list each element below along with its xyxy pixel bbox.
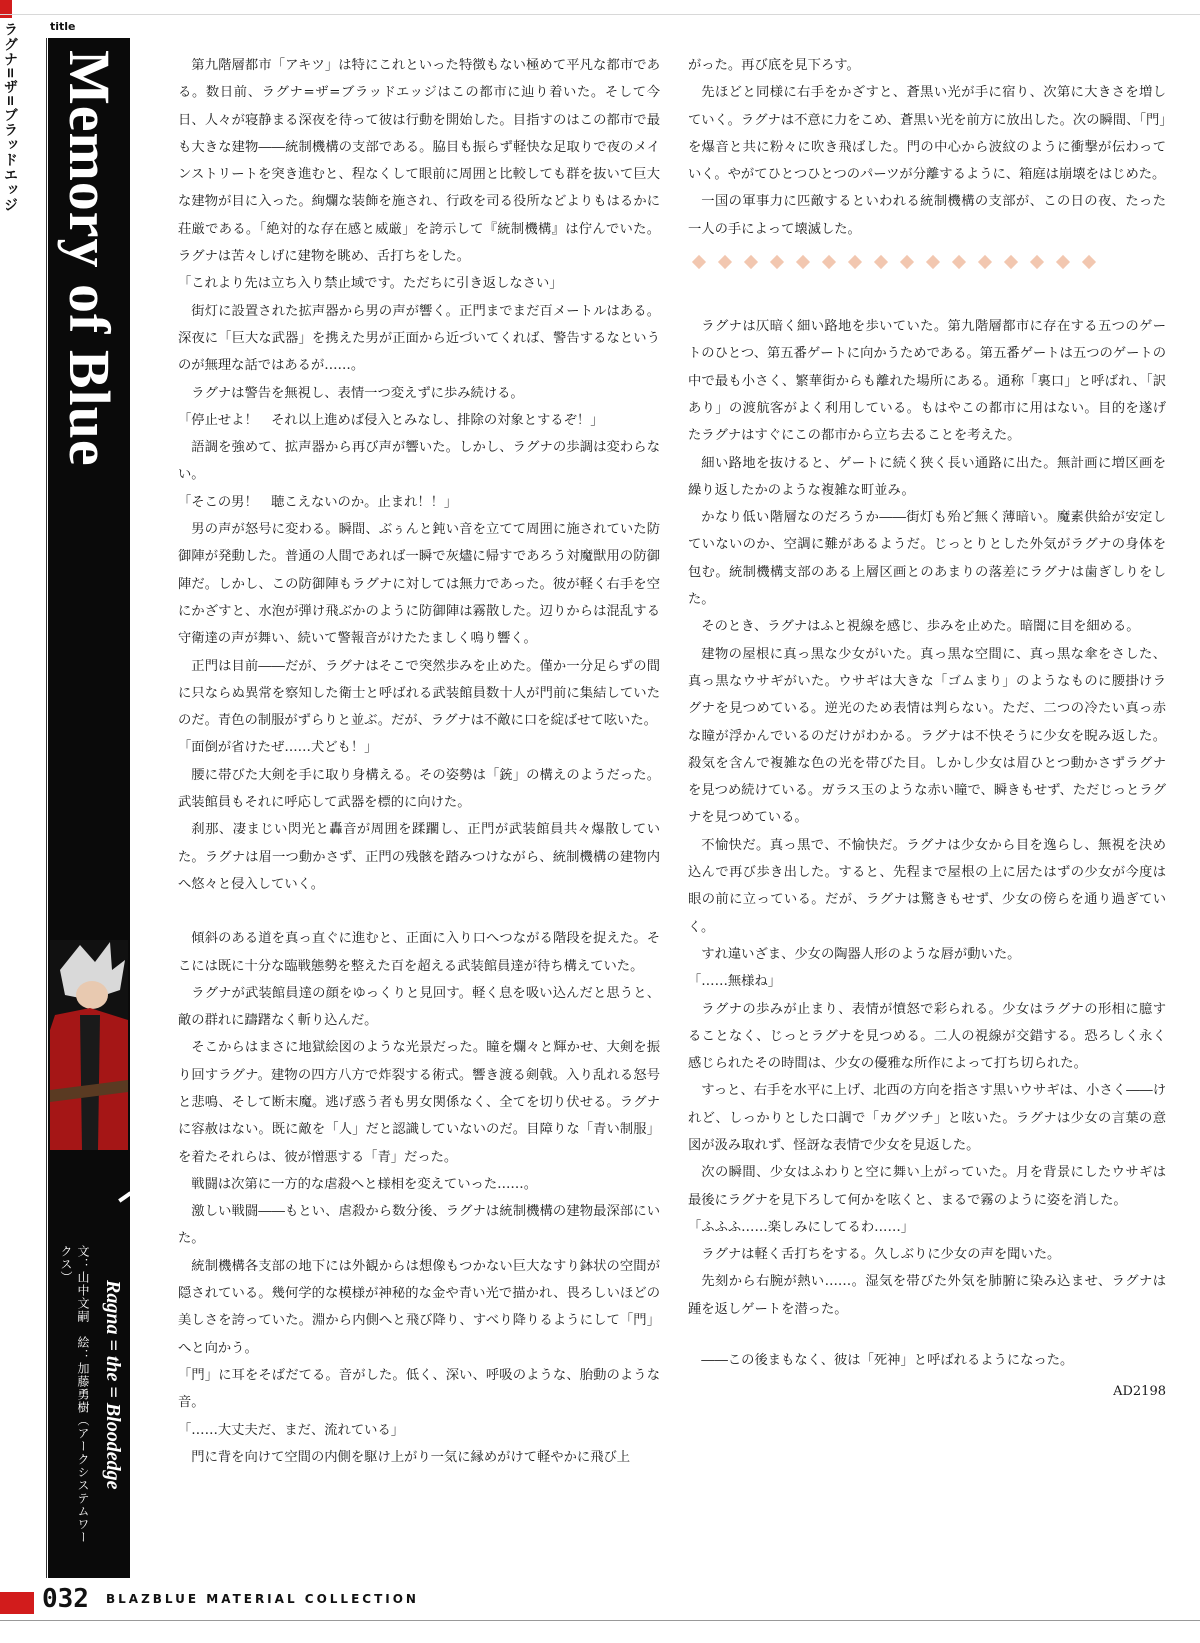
diamond-ornament	[952, 255, 966, 269]
paragraph: 建物の屋根に真っ黒な少女がいた。真っ黒な空間に、真っ黒な傘をさした、真っ黒なウサギがいた。ウサギは大きな「ゴムまり」のようなものに腰掛けラグナを見つめている。逆光のため表情は判らない。ただ、二つの冷たい真っ赤な瞳が浮かんでいるのだけがわかる。ラグナは不快そうに少女を睨み返した。殺気を含んで複雑な色の光を帯びた目。しかし少女は眉ひとつ動かさずラグナを見つめ続けている。ガラス玉のような赤い瞳で、瞬きもせず、ただじっとラグナを見つめている。	[688, 646, 1166, 826]
sidebar-edge-line	[46, 38, 47, 1578]
paragraph: 先刻から右腕が熱い……。湿気を帯びた外気を肺腑に染み込ませ、ラグナは踵を返しゲートを潜った。	[688, 1274, 1166, 1317]
diamond-ornament	[822, 255, 836, 269]
paragraph: 腰に帯びた大剣を手に取り身構える。その姿勢は「銃」の構えのようだった。武装館員もそれに呼応して武器を標的に向けた。	[178, 767, 660, 811]
paragraph: かなり低い階層なのだろうか――街灯も殆ど無く薄暗い。魔素供給が安定していないのか、空調に難があるようだ。じっとりとした外気がラグナの身体を包む。統制機構支部のある上層区画とのあまりの落差にラグナは歯ぎしりをした。	[688, 510, 1166, 608]
page-number: 032	[42, 1584, 89, 1614]
diamond-ornament	[744, 255, 758, 269]
diamond-ornament	[848, 255, 862, 269]
dialogue: 「面倒が省けたぜ……犬ども！」	[178, 740, 378, 756]
dialogue: 「停止せよ！ それ以上進めば侵入とみなし、排除の対象とするぞ！」	[178, 412, 604, 428]
diamond-ornament	[692, 255, 706, 269]
paragraph: そのとき、ラグナはふと視線を感じ、歩みを止めた。暗闇に目を細める。	[701, 619, 1140, 635]
paragraph: 正門は目前――だが、ラグナはそこで突然歩みを止めた。僅か一分足らずの間に只ならぬ異常を察知した衛士と呼ばれる武装館員数十人が門前に集結していたのだ。青色の制服がずらりと並ぶ。だが、ラグナは不敵に口を綻ばせて呟いた。	[178, 658, 660, 729]
diamond-ornament	[1056, 255, 1070, 269]
paragraph: ラグナの歩みが止まり、表情が憤怒で彩られる。少女はラグナの形相に臆することなく、じっとラグナを見つめる。二人の視線が交錯する。恐ろしく永く感じられたその時間は、少女の優雅な所作によって打ち切られた。	[688, 1001, 1166, 1072]
diamond-ornament	[718, 255, 732, 269]
paragraph: 刹那、凄まじい閃光と轟音が周囲を蹂躙し、正門が武装館員共々爆散していた。ラグナは眉一つ動かさず、正門の残骸を踏みつけながら、統制機構の建物内へ悠々と侵入していく。	[178, 822, 660, 892]
paragraph: 男の声が怒号に変わる。瞬間、ぶぅんと鈍い音を立てて周囲に施されていた防御陣が発動した。普通の人間であれば一瞬で灰燼に帰すであろう対魔獣用の防御陣だ。しかし、この防御陣もラグナに対しては無力であった。彼が軽く右手を空にかざすと、水泡が弾け飛ぶかのように防御陣は霧散した。辺りからは混乱する守衛達の声が舞い、続いて警報音がけたたましく鳴り響く。	[178, 522, 660, 647]
dialogue: 「ふふふ……楽しみにしてるわ……」	[688, 1219, 915, 1235]
paragraph: 語調を強めて、拡声器から再び声が響いた。しかし、ラグナの歩調は変わらない。	[178, 440, 660, 483]
diamond-ornament	[1030, 255, 1044, 269]
diamond-ornament	[1082, 255, 1096, 269]
paragraph: 一国の軍事力に匹敵するといわれる統制機構の支部が、この日の夜、たった一人の手によって壊滅した。	[688, 194, 1166, 237]
page-title: Memory of Blue	[57, 50, 122, 467]
paragraph: 不愉快だ。真っ黒で、不愉快だ。ラグナは少女から目を逸らし、無視を決め込んで再び歩き出した。すると、先程まで屋根の上に居たはずの少女が今度は眼の前に立っている。だが、ラグナは驚きもせず、少女の傍らを通り過ぎていく。	[688, 837, 1166, 935]
paragraph: 次の瞬間、少女はふわりと空に舞い上がっていた。月を背景にしたウサギは最後にラグナを見下ろして何かを呟くと、まるで霧のように姿を消した。	[688, 1165, 1166, 1208]
character-name-logo: Ragna = the = Bloodedge	[102, 1280, 124, 1490]
title-label: title	[50, 20, 76, 33]
paragraph: 門に背を向けて空間の内側を駆け上がり一気に縁めがけて軽やかに飛び上	[191, 1449, 631, 1465]
story-column-left	[178, 52, 660, 1471]
diamond-ornament	[796, 255, 810, 269]
ragna-portrait-illustration	[50, 940, 128, 1150]
paragraph: がった。再び底を見下ろす。	[688, 58, 860, 73]
story-column-right	[688, 52, 1166, 1406]
diamond-ornament	[1004, 255, 1018, 269]
dialogue: 「これより先は立ち入り禁止域です。ただちに引き返しなさい」	[178, 276, 563, 292]
section-gap	[178, 898, 660, 925]
paragraph: 細い路地を抜けると、ゲートに続く狭く長い通路に出た。無計画に増区画を繰り返したかのような複雑な町並み。	[688, 455, 1166, 498]
dialogue: 「門」に耳をそばだてる。音がした。低く、深い、呼吸のような、胎動のような音。	[178, 1367, 660, 1411]
paragraph: すれ違いざま、少女の陶器人形のような唇が動いた。	[701, 946, 1021, 962]
footer-red-accent	[0, 1592, 34, 1614]
magazine-title: BLAZBLUE MATERIAL COLLECTION	[106, 1592, 419, 1606]
paragraph: すっと、右手を水平に上げ、北西の方向を指さす黒いウサギは、小さく――けれど、しっかりとした口調で「カグツチ」と呟いた。ラグナは少女の言葉の意図が汲み取れず、怪訝な表情で少女を見返した。	[688, 1083, 1166, 1153]
paragraph: 統制機構各支部の地下には外観からは想像もつかない巨大なすり鉢状の空間が隠されている。幾何学的な模様が神秘的な金や青い光で描かれ、畏ろしいほどの美しさを誇っていた。淵から内側へと飛び降り、すべり降りるようにして「門」へと向かう。	[178, 1258, 660, 1356]
diamond-ornament	[770, 255, 784, 269]
top-rule	[0, 14, 1200, 15]
paragraph: 街灯に設置された拡声器から男の声が響く。正門までまだ百メートルはある。深夜に「巨大な武器」を携えた男が正面から近づいてくれば、警告するなというのが無理な話ではあるが……。	[178, 303, 660, 374]
paragraph: ラグナは軽く舌打ちをする。久しぶりに少女の声を聞いた。	[701, 1247, 1061, 1263]
bottom-rule	[0, 1620, 1200, 1621]
paragraph: 戦闘は次第に一方的な虐殺へと様相を変えていった……。	[191, 1176, 538, 1192]
paragraph: ラグナは警告を無視し、表情一つ変えずに歩み続ける。	[191, 385, 524, 401]
diamond-ornament	[978, 255, 992, 269]
date-signature: AD2198	[1113, 1384, 1166, 1400]
dialogue: 「……大丈夫だ、まだ、流れている」	[178, 1422, 405, 1438]
section-separator	[694, 257, 1166, 267]
diamond-ornament	[900, 255, 914, 269]
dialogue: 「……無様ね」	[688, 974, 782, 990]
dialogue: 「そこの男！ 聴こえないのか。止まれ！！」	[178, 494, 458, 510]
paragraph: 先ほどと同様に右手をかざすと、蒼黒い光が手に宿り、次第に大きさを増していく。ラグナは不意に力をこめ、蒼黒い光を前方に放出した。次の瞬間、「門」を爆音と共に粉々に吹き飛ばした。門の中心から波紋のように衝撃が伝わっていく。やがてひとつひとつのパーツが分離するように、箱庭は崩壊をはじめた。	[688, 85, 1166, 183]
side-title-japanese: ラグナ=ザ=ブラッドエッジ	[2, 22, 18, 213]
paragraph: ラグナが武装館員達の顔をゆっくりと見回す。軽く息を吸い込んだと思うと、敵の群れに躊躇なく斬り込んだ。	[178, 985, 660, 1029]
paragraph: ラグナは仄暗く細い路地を歩いていた。第九階層都市に存在する五つのゲートのひとつ、第五番ゲートに向かうためである。第五番ゲートは五つのゲートの中で最も小さく、繁華街からも離れた場所にある。通称「裏口」と呼ばれ、「訳あり」の渡航客がよく利用している。もはやこの都市に用はない。目的を遂げたラグナはすぐにこの都市から立ち去ることを考えた。	[688, 319, 1166, 444]
paragraph: 激しい戦闘――もとい、虐殺から数分後、ラグナは統制機構の建物最深部にいた。	[178, 1204, 660, 1247]
paragraph: 第九階層都市「アキツ」は特にこれといった特徴もない極めて平凡な都市である。数日前、ラグナ=ザ=ブラッドエッジはこの都市に辿り着いた。そして今日、人々が寝静まる深夜を待って彼は行動を開始した。目指すのはこの都市で最も大きな建物――統制機構の支部である。脇目も振らず軽快な足取りで夜のメインストリートを突き進むと、程なくして眼前に周囲と比較しても群を抜いて巨大な建物が目に入った。絢爛な装飾を施され、行政を司る役所などよりもはるかに荘厳である。「絶対的な存在感と威厳」を誇示して『統制機構』は佇んでいた。ラグナは苦々しげに建物を眺め、舌打ちをした。	[178, 58, 660, 265]
paragraph: そこからはまさに地獄絵図のような光景だった。瞳を爛々と輝かせ、大剣を振り回すラグナ。建物の四方八方で炸裂する術式。響き渡る剣戟。入り乱れる怒号と悲鳴、そして断末魔。逃げ惑う者も男女関係なく、全てを切り伏せる。ラグナに容赦はない。既に敵を「人」だと認識していないのだ。目障りな「青い制服」を着たそれらは、彼が憎悪する「青」だった。	[178, 1040, 660, 1165]
corner-accent	[0, 0, 12, 18]
paragraph: 傾斜のある道を真っ直ぐに進むと、正面に入り口へつながる階段を捉えた。そこには既に十分な臨戦態勢を整えた百を超える武装館員達が待ち構えていた。	[178, 931, 660, 974]
diamond-ornament	[874, 255, 888, 269]
ending-line: ――この後まもなく、彼は「死神」と呼ばれるようになった。	[701, 1353, 1074, 1369]
diamond-ornament	[926, 255, 940, 269]
author-credit: 文：山中文嗣 絵：加藤勇樹（アークシステムワークス）	[59, 1245, 90, 1544]
